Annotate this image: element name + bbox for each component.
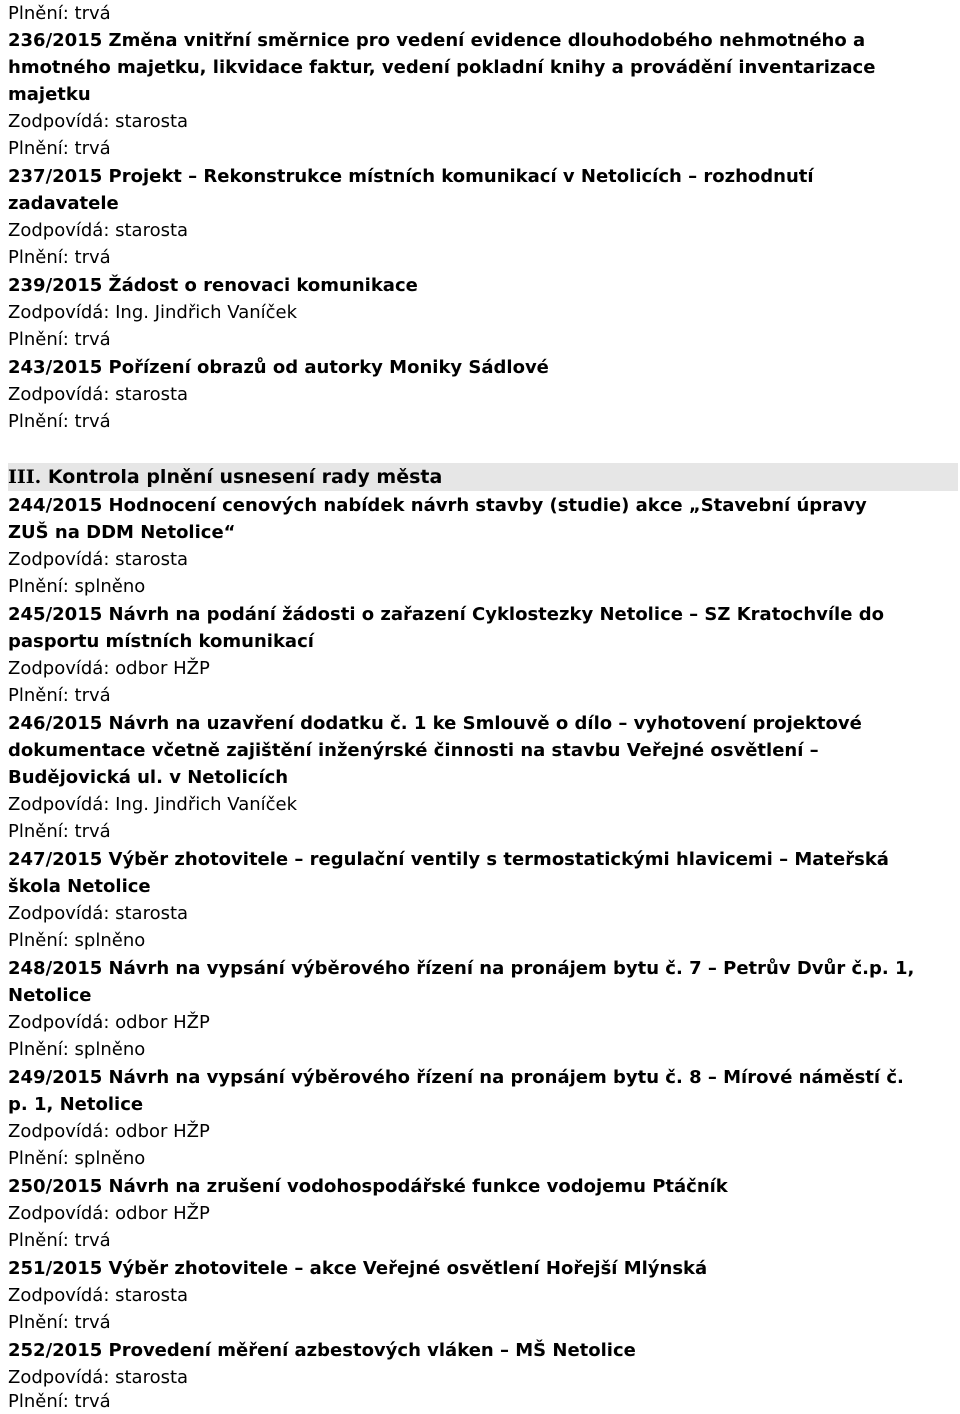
item-title: 250/2015 Návrh na zrušení vodohospodářské funkce vodojemu Ptáčník bbox=[8, 1176, 728, 1197]
responsible-value: starosta bbox=[115, 1367, 189, 1388]
fulfillment-line bbox=[8, 1311, 111, 1335]
top-status-line bbox=[8, 2, 111, 26]
responsible-label: Zodpovídá: bbox=[8, 1285, 110, 1306]
item-title: 244/2015 Hodnocení cenových nabídek návrh stavby (studie) akce „Stavební úpravy bbox=[8, 495, 867, 516]
fulfillment-label: Plnění: bbox=[8, 1391, 69, 1412]
responsible-value: starosta bbox=[115, 903, 189, 924]
item-title: 249/2015 Návrh na vypsání výběrového řízení na pronájem bytu č. 8 – Mírové náměstí č. bbox=[8, 1067, 904, 1088]
fulfillment-line bbox=[8, 684, 111, 708]
fulfillment-label: Plnění: bbox=[8, 821, 69, 842]
fulfillment-line bbox=[8, 1390, 111, 1414]
fulfillment-line bbox=[8, 246, 111, 270]
fulfillment-line bbox=[8, 410, 111, 434]
responsible-label: Zodpovídá: bbox=[8, 220, 110, 241]
responsible-value: Ing. Jindřich Vaníček bbox=[115, 302, 298, 323]
fulfillment-label: Plnění: bbox=[8, 1312, 69, 1333]
responsible-value: odbor HŽP bbox=[115, 1203, 210, 1224]
item-title: dokumentace včetně zajištění inženýrské činnosti na stavbu Veřejné osvětlení – bbox=[8, 740, 819, 761]
fulfillment-line bbox=[8, 1147, 145, 1171]
fulfillment-value: trvá bbox=[74, 685, 111, 706]
responsible-value: odbor HŽP bbox=[115, 1012, 210, 1033]
item-title: 237/2015 Projekt – Rekonstrukce místních komunikací v Netolicích – rozhodnutí bbox=[8, 166, 814, 187]
item-title: 239/2015 Žádost o renovaci komunikace bbox=[8, 275, 418, 296]
item-title: 248/2015 Návrh na vypsání výběrového řízení na pronájem bytu č. 7 – Petrův Dvůr č.p. 1, bbox=[8, 958, 915, 979]
fulfillment-line bbox=[8, 575, 145, 599]
fulfillment-value: trvá bbox=[74, 3, 111, 24]
responsible-value: odbor HŽP bbox=[115, 1121, 210, 1142]
responsible-line bbox=[8, 1202, 210, 1226]
section-title: Kontrola plnění usnesení rady města bbox=[47, 466, 443, 488]
fulfillment-line bbox=[8, 328, 111, 352]
item-title: hmotného majetku, likvidace faktur, vedení pokladní knihy a provádění inventarizace bbox=[8, 57, 876, 78]
fulfillment-value: splněno bbox=[74, 1148, 146, 1169]
fulfillment-value: trvá bbox=[74, 247, 111, 268]
responsible-line bbox=[8, 219, 188, 243]
fulfillment-label: Plnění: bbox=[8, 411, 69, 432]
item-title: škola Netolice bbox=[8, 876, 151, 897]
responsible-value: starosta bbox=[115, 549, 189, 570]
item-title: pasportu místních komunikací bbox=[8, 631, 314, 652]
fulfillment-line bbox=[8, 820, 111, 844]
fulfillment-line bbox=[8, 137, 111, 161]
fulfillment-label: Plnění: bbox=[8, 1039, 69, 1060]
responsible-line bbox=[8, 793, 297, 817]
responsible-value: starosta bbox=[115, 384, 189, 405]
item-title: ZUŠ na DDM Netolice“ bbox=[8, 522, 236, 543]
responsible-label: Zodpovídá: bbox=[8, 384, 110, 405]
responsible-value: odbor HŽP bbox=[115, 658, 210, 679]
fulfillment-value: splněno bbox=[74, 576, 146, 597]
fulfillment-value: trvá bbox=[74, 1230, 111, 1251]
responsible-label: Zodpovídá: bbox=[8, 111, 110, 132]
responsible-label: Zodpovídá: bbox=[8, 1012, 110, 1033]
fulfillment-label: Plnění: bbox=[8, 138, 69, 159]
responsible-line bbox=[8, 383, 188, 407]
responsible-label: Zodpovídá: bbox=[8, 1367, 110, 1388]
fulfillment-label: Plnění: bbox=[8, 1148, 69, 1169]
fulfillment-value: trvá bbox=[74, 1312, 111, 1333]
responsible-label: Zodpovídá: bbox=[8, 302, 110, 323]
responsible-value: starosta bbox=[115, 220, 189, 241]
responsible-line bbox=[8, 110, 188, 134]
fulfillment-label: Plnění: bbox=[8, 329, 69, 350]
fulfillment-value: trvá bbox=[74, 821, 111, 842]
section-heading bbox=[8, 463, 958, 491]
item-title: 246/2015 Návrh na uzavření dodatku č. 1 ke Smlouvě o dílo – vyhotovení projektové bbox=[8, 713, 862, 734]
fulfillment-value: trvá bbox=[74, 1391, 111, 1412]
item-title: majetku bbox=[8, 84, 91, 105]
fulfillment-label: Plnění: bbox=[8, 576, 69, 597]
item-title: zadavatele bbox=[8, 193, 119, 214]
item-title: p. 1, Netolice bbox=[8, 1094, 144, 1115]
fulfillment-label: Plnění: bbox=[8, 1230, 69, 1251]
item-title: 236/2015 Změna vnitřní směrnice pro vedení evidence dlouhodobého nehmotného a bbox=[8, 30, 866, 51]
item-title: 247/2015 Výběr zhotovitele – regulační ventily s termostatickými hlavicemi – Mateřská bbox=[8, 849, 889, 870]
section-numeral: III. bbox=[8, 466, 42, 488]
responsible-line bbox=[8, 1120, 210, 1144]
fulfillment-value: trvá bbox=[74, 411, 111, 432]
responsible-line bbox=[8, 548, 188, 572]
responsible-label: Zodpovídá: bbox=[8, 903, 110, 924]
fulfillment-label: Plnění: bbox=[8, 685, 69, 706]
item-title: 245/2015 Návrh na podání žádosti o zařazení Cyklostezky Netolice – SZ Kratochvíle do bbox=[8, 604, 884, 625]
responsible-label: Zodpovídá: bbox=[8, 1203, 110, 1224]
responsible-label: Zodpovídá: bbox=[8, 1121, 110, 1142]
responsible-line bbox=[8, 1366, 188, 1390]
fulfillment-value: splněno bbox=[74, 930, 146, 951]
fulfillment-line bbox=[8, 929, 145, 953]
responsible-value: starosta bbox=[115, 111, 189, 132]
responsible-label: Zodpovídá: bbox=[8, 658, 110, 679]
item-title: 252/2015 Provedení měření azbestových vláken – MŠ Netolice bbox=[8, 1340, 636, 1361]
responsible-value: Ing. Jindřich Vaníček bbox=[115, 794, 298, 815]
item-title: 251/2015 Výběr zhotovitele – akce Veřejné osvětlení Hořejší Mlýnská bbox=[8, 1258, 708, 1279]
responsible-line bbox=[8, 1284, 188, 1308]
fulfillment-line bbox=[8, 1038, 145, 1062]
fulfillment-label: Plnění: bbox=[8, 247, 69, 268]
item-title: Budějovická ul. v Netolicích bbox=[8, 767, 289, 788]
item-title: Netolice bbox=[8, 985, 92, 1006]
fulfillment-label: Plnění: bbox=[8, 3, 69, 24]
responsible-line bbox=[8, 1011, 210, 1035]
responsible-line bbox=[8, 657, 210, 681]
fulfillment-label: Plnění: bbox=[8, 930, 69, 951]
fulfillment-value: trvá bbox=[74, 329, 111, 350]
responsible-label: Zodpovídá: bbox=[8, 794, 110, 815]
fulfillment-value: trvá bbox=[74, 138, 111, 159]
fulfillment-line bbox=[8, 1229, 111, 1253]
responsible-line bbox=[8, 902, 188, 926]
fulfillment-value: splněno bbox=[74, 1039, 146, 1060]
responsible-line bbox=[8, 301, 297, 325]
responsible-value: starosta bbox=[115, 1285, 189, 1306]
responsible-label: Zodpovídá: bbox=[8, 549, 110, 570]
item-title: 243/2015 Pořízení obrazů od autorky Moniky Sádlové bbox=[8, 357, 549, 378]
